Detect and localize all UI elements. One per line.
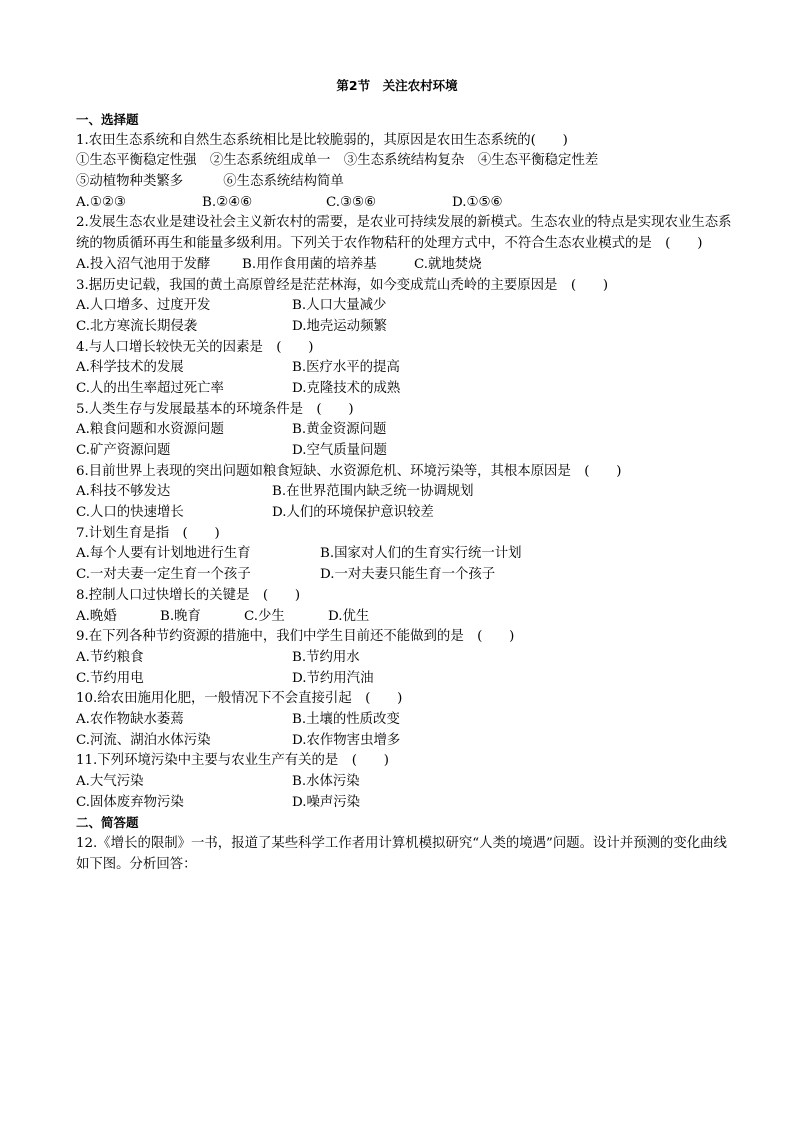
question-1-option-b: B.②④⑥ xyxy=(202,194,253,210)
question-9-options-row-2 xyxy=(76,669,736,690)
question-6-stem: 6.目前世界上表现的突出问题如粮食短缺、水资源危机、环境污染等，其根本原因是 ( ) xyxy=(76,463,622,479)
question-10-option-c: C.河流、湖泊水体污染 xyxy=(76,732,211,748)
question-8-option-c: C.少生 xyxy=(244,608,285,624)
question-7-option-b: B.国家对人们的生育实行统一计划 xyxy=(320,546,522,562)
question-1-items-row-2: ⑤动植物种类繁多 ⑥生态系统结构简单 xyxy=(76,174,344,190)
question-3-stem: 3.据历史记载，我国的黄土高原曾经是茫茫林海，如今变成荒山秃岭的主要原因是 ( ) xyxy=(76,277,609,293)
question-6-option-b: B.在世界范围内缺乏统一协调规划 xyxy=(272,484,474,500)
question-1-option-c: C.③⑤⑥ xyxy=(326,194,377,210)
question-5-option-b: B.黄金资源问题 xyxy=(292,422,387,438)
question-4-options-row-1 xyxy=(76,358,736,379)
question-9-option-c: C.节约用电 xyxy=(76,670,144,686)
question-2-option-a: A.投入沼气池用于发酵 xyxy=(76,256,211,272)
question-7-option-d: D.一对夫妻只能生育一个孩子 xyxy=(320,567,496,583)
question-11-options-row-2 xyxy=(76,793,736,814)
question-4-stem: 4.与人口增长较快无关的因素是 ( ) xyxy=(76,339,314,355)
question-5-option-a: A.粮食问题和水资源问题 xyxy=(76,422,224,438)
question-9-stem: 9.在下列各种节约资源的措施中，我们中学生目前还不能做到的是 ( ) xyxy=(76,629,515,645)
question-2-stem: 2.发展生态农业是建设社会主义新农村的需要，是农业可持续发展的新模式。生态农业的特点是实现农业生态系统的物质循环再生和能量多级利用。下列关于农作物秸秆的处理方式中，不符合生态农业模式的是 ( ) xyxy=(76,215,732,252)
question-1-option-d: D.①⑤⑥ xyxy=(452,194,503,210)
question-5-options-row-2 xyxy=(76,441,736,462)
question-7-options-row-1 xyxy=(76,544,736,565)
question-11-option-c: C.固体废弃物污染 xyxy=(76,794,184,810)
page-title: 第2节 关注农村环境 xyxy=(336,78,458,93)
question-10-stem: 10.给农田施用化肥，一般情况下不会直接引起 ( ) xyxy=(76,691,403,707)
question-10-option-b: B.土壤的性质改变 xyxy=(292,711,400,727)
question-6-option-c: C.人口的快速增长 xyxy=(76,505,184,521)
question-7-option-a: A.每个人要有计划地进行生育 xyxy=(76,546,251,562)
question-9-options-row-1 xyxy=(76,648,736,669)
question-2-options xyxy=(76,255,736,276)
question-8-stem: 8.控制人口过快增长的关键是 ( ) xyxy=(76,587,301,603)
question-8-options xyxy=(76,607,736,628)
question-10-option-d: D.农作物害虫增多 xyxy=(292,732,401,748)
question-3-option-b: B.人口大量减少 xyxy=(292,298,387,314)
question-9-option-b: B.节约用水 xyxy=(292,649,360,665)
question-7-option-c: C.一对夫妻一定生育一个孩子 xyxy=(76,567,251,583)
question-3-option-d: D.地壳运动频繁 xyxy=(292,318,387,334)
question-1-options xyxy=(76,193,736,214)
question-4-option-a: A.科学技术的发展 xyxy=(76,360,184,376)
question-10-option-a: A.农作物缺水萎蔫 xyxy=(76,711,184,727)
section-heading-short-answer: 二、简答题 xyxy=(76,815,139,831)
question-11-stem: 11.下列环境污染中主要与农业生产有关的是 ( ) xyxy=(76,753,389,769)
question-6-option-a: A.科技不够发达 xyxy=(76,484,171,500)
question-7-options-row-2 xyxy=(76,565,736,586)
question-11-options-row-1 xyxy=(76,772,736,793)
question-9-option-a: A.节约粮食 xyxy=(76,649,144,665)
question-11-option-a: A.大气污染 xyxy=(76,774,144,790)
section-heading-choice: 一、选择题 xyxy=(76,112,139,127)
question-6-options-row-2 xyxy=(76,503,736,524)
question-8-option-d: D.优生 xyxy=(328,608,370,624)
question-2-option-c: C.就地焚烧 xyxy=(414,256,482,272)
question-2-option-b: B.用作食用菌的培养基 xyxy=(242,256,377,272)
question-11-option-d: D.噪声污染 xyxy=(292,794,361,810)
document-body xyxy=(76,110,736,876)
question-3-options-row-1 xyxy=(76,296,736,317)
question-12-stem: 12.《增长的限制》一书，报道了某些科学工作者用计算机模拟研究“人类的境遇”问题。设计并预测的变化曲线如下图。分析回答： xyxy=(76,836,727,872)
question-3-options-row-2 xyxy=(76,317,736,338)
question-3-option-c: C.北方寒流长期侵袭 xyxy=(76,318,198,334)
question-4-option-b: B.医疗水平的提高 xyxy=(292,360,400,376)
question-1-items-row-1: ①生态平衡稳定性强 ②生态系统组成单一 ③生态系统结构复杂 ④生态平衡稳定性差 xyxy=(76,153,599,169)
question-6-option-d: D.人们的环境保护意识较差 xyxy=(272,505,434,521)
question-1-option-a: A.①②③ xyxy=(76,194,126,210)
question-1-stem: 1.农田生态系统和自然生态系统相比是比较脆弱的，其原因是农田生态系统的( ) xyxy=(76,132,568,148)
question-5-stem: 5.人类生存与发展最基本的环境条件是 ( ) xyxy=(76,401,354,417)
question-11-option-b: B.水体污染 xyxy=(292,774,360,790)
question-7-stem: 7.计划生育是指 ( ) xyxy=(76,525,220,541)
question-9-option-d: D.节约用汽油 xyxy=(292,670,374,686)
question-8-option-a: A.晚婚 xyxy=(76,608,117,624)
question-4-options-row-2 xyxy=(76,379,736,400)
question-10-options-row-2 xyxy=(76,731,736,752)
question-4-option-c: C.人的出生率超过死亡率 xyxy=(76,380,224,396)
question-10-options-row-1 xyxy=(76,710,736,731)
question-5-options-row-1 xyxy=(76,420,736,441)
question-5-option-c: C.矿产资源问题 xyxy=(76,443,171,459)
question-4-option-d: D.克隆技术的成熟 xyxy=(292,380,401,396)
question-8-option-b: B.晚育 xyxy=(160,608,201,624)
question-5-option-d: D.空气质量问题 xyxy=(292,443,387,459)
question-3-option-a: A.人口增多、过度开发 xyxy=(76,298,211,314)
question-6-options-row-1 xyxy=(76,482,736,503)
